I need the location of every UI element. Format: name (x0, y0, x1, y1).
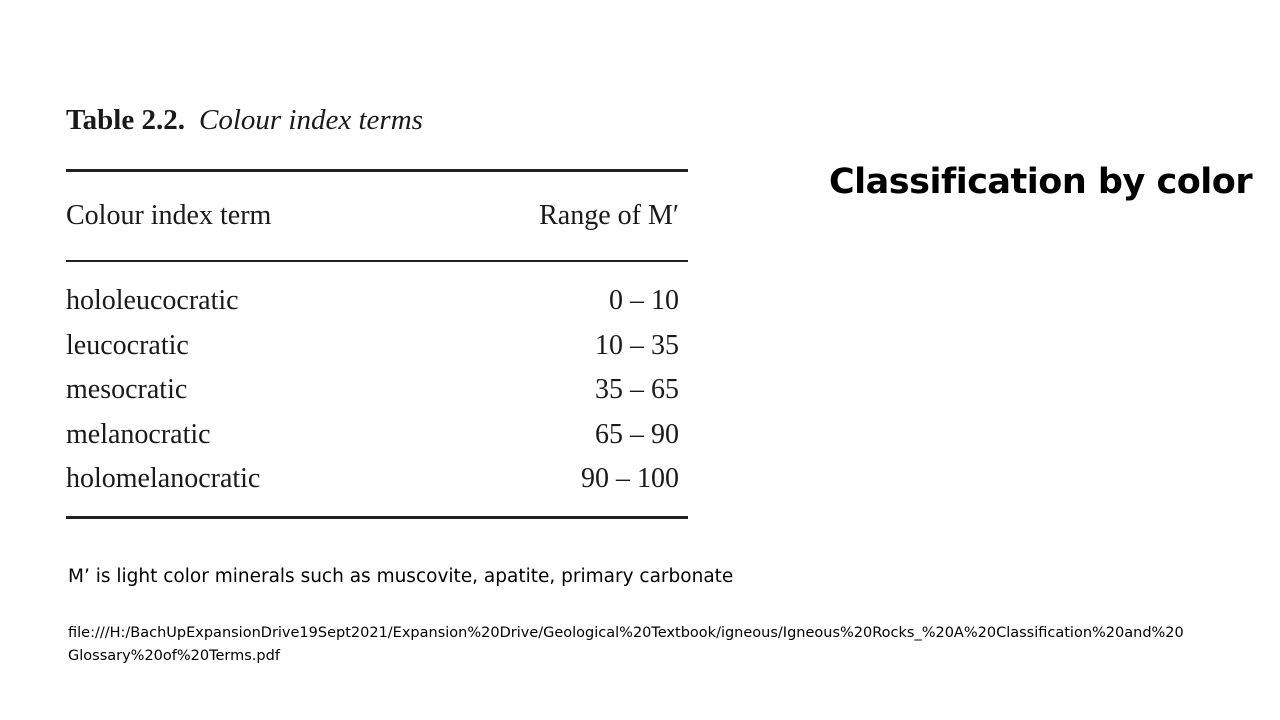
table-number: Table 2.2. (66, 104, 185, 136)
range-cell: 65 – 90 (595, 418, 679, 450)
table-title: Colour index terms (199, 104, 423, 136)
term-cell: melanocratic (66, 418, 211, 450)
table-row (66, 324, 688, 369)
table-row (66, 413, 688, 458)
table-row (66, 457, 688, 502)
header-range: Range of M′ (539, 200, 679, 231)
source-path (68, 622, 1268, 668)
header-colour-index-term: Colour index term (66, 200, 272, 231)
range-cell: 35 – 65 (595, 374, 679, 406)
colour-index-table (66, 100, 688, 519)
term-cell: leucocratic (66, 329, 189, 361)
table-body (66, 262, 688, 502)
range-cell: 0 – 10 (609, 285, 679, 317)
table-bottom-rule (66, 516, 688, 519)
term-cell: hololeucocratic (66, 285, 239, 317)
table-header-row (66, 172, 688, 260)
table-row (66, 279, 688, 324)
term-cell: mesocratic (66, 374, 188, 406)
range-cell: 90 – 100 (581, 463, 679, 495)
definition-note: M’ is light color minerals such as muscovite, apatite, primary carbonate (68, 566, 734, 587)
table-row (66, 368, 688, 413)
slide-title: Classification by color (829, 162, 1253, 202)
source-path-line-2: Glossary%20of%20Terms.pdf (68, 648, 280, 664)
range-cell: 10 – 35 (595, 329, 679, 361)
term-cell: holomelanocratic (66, 463, 261, 495)
source-path-line-1: file:///H:/BachUpExpansionDrive19Sept2021/Expansion%20Drive/Geological%20Textbook/igneous/Igneous%20Rocks_%20A%20Classification%20and%20 (68, 625, 1184, 641)
table-caption (66, 100, 688, 140)
